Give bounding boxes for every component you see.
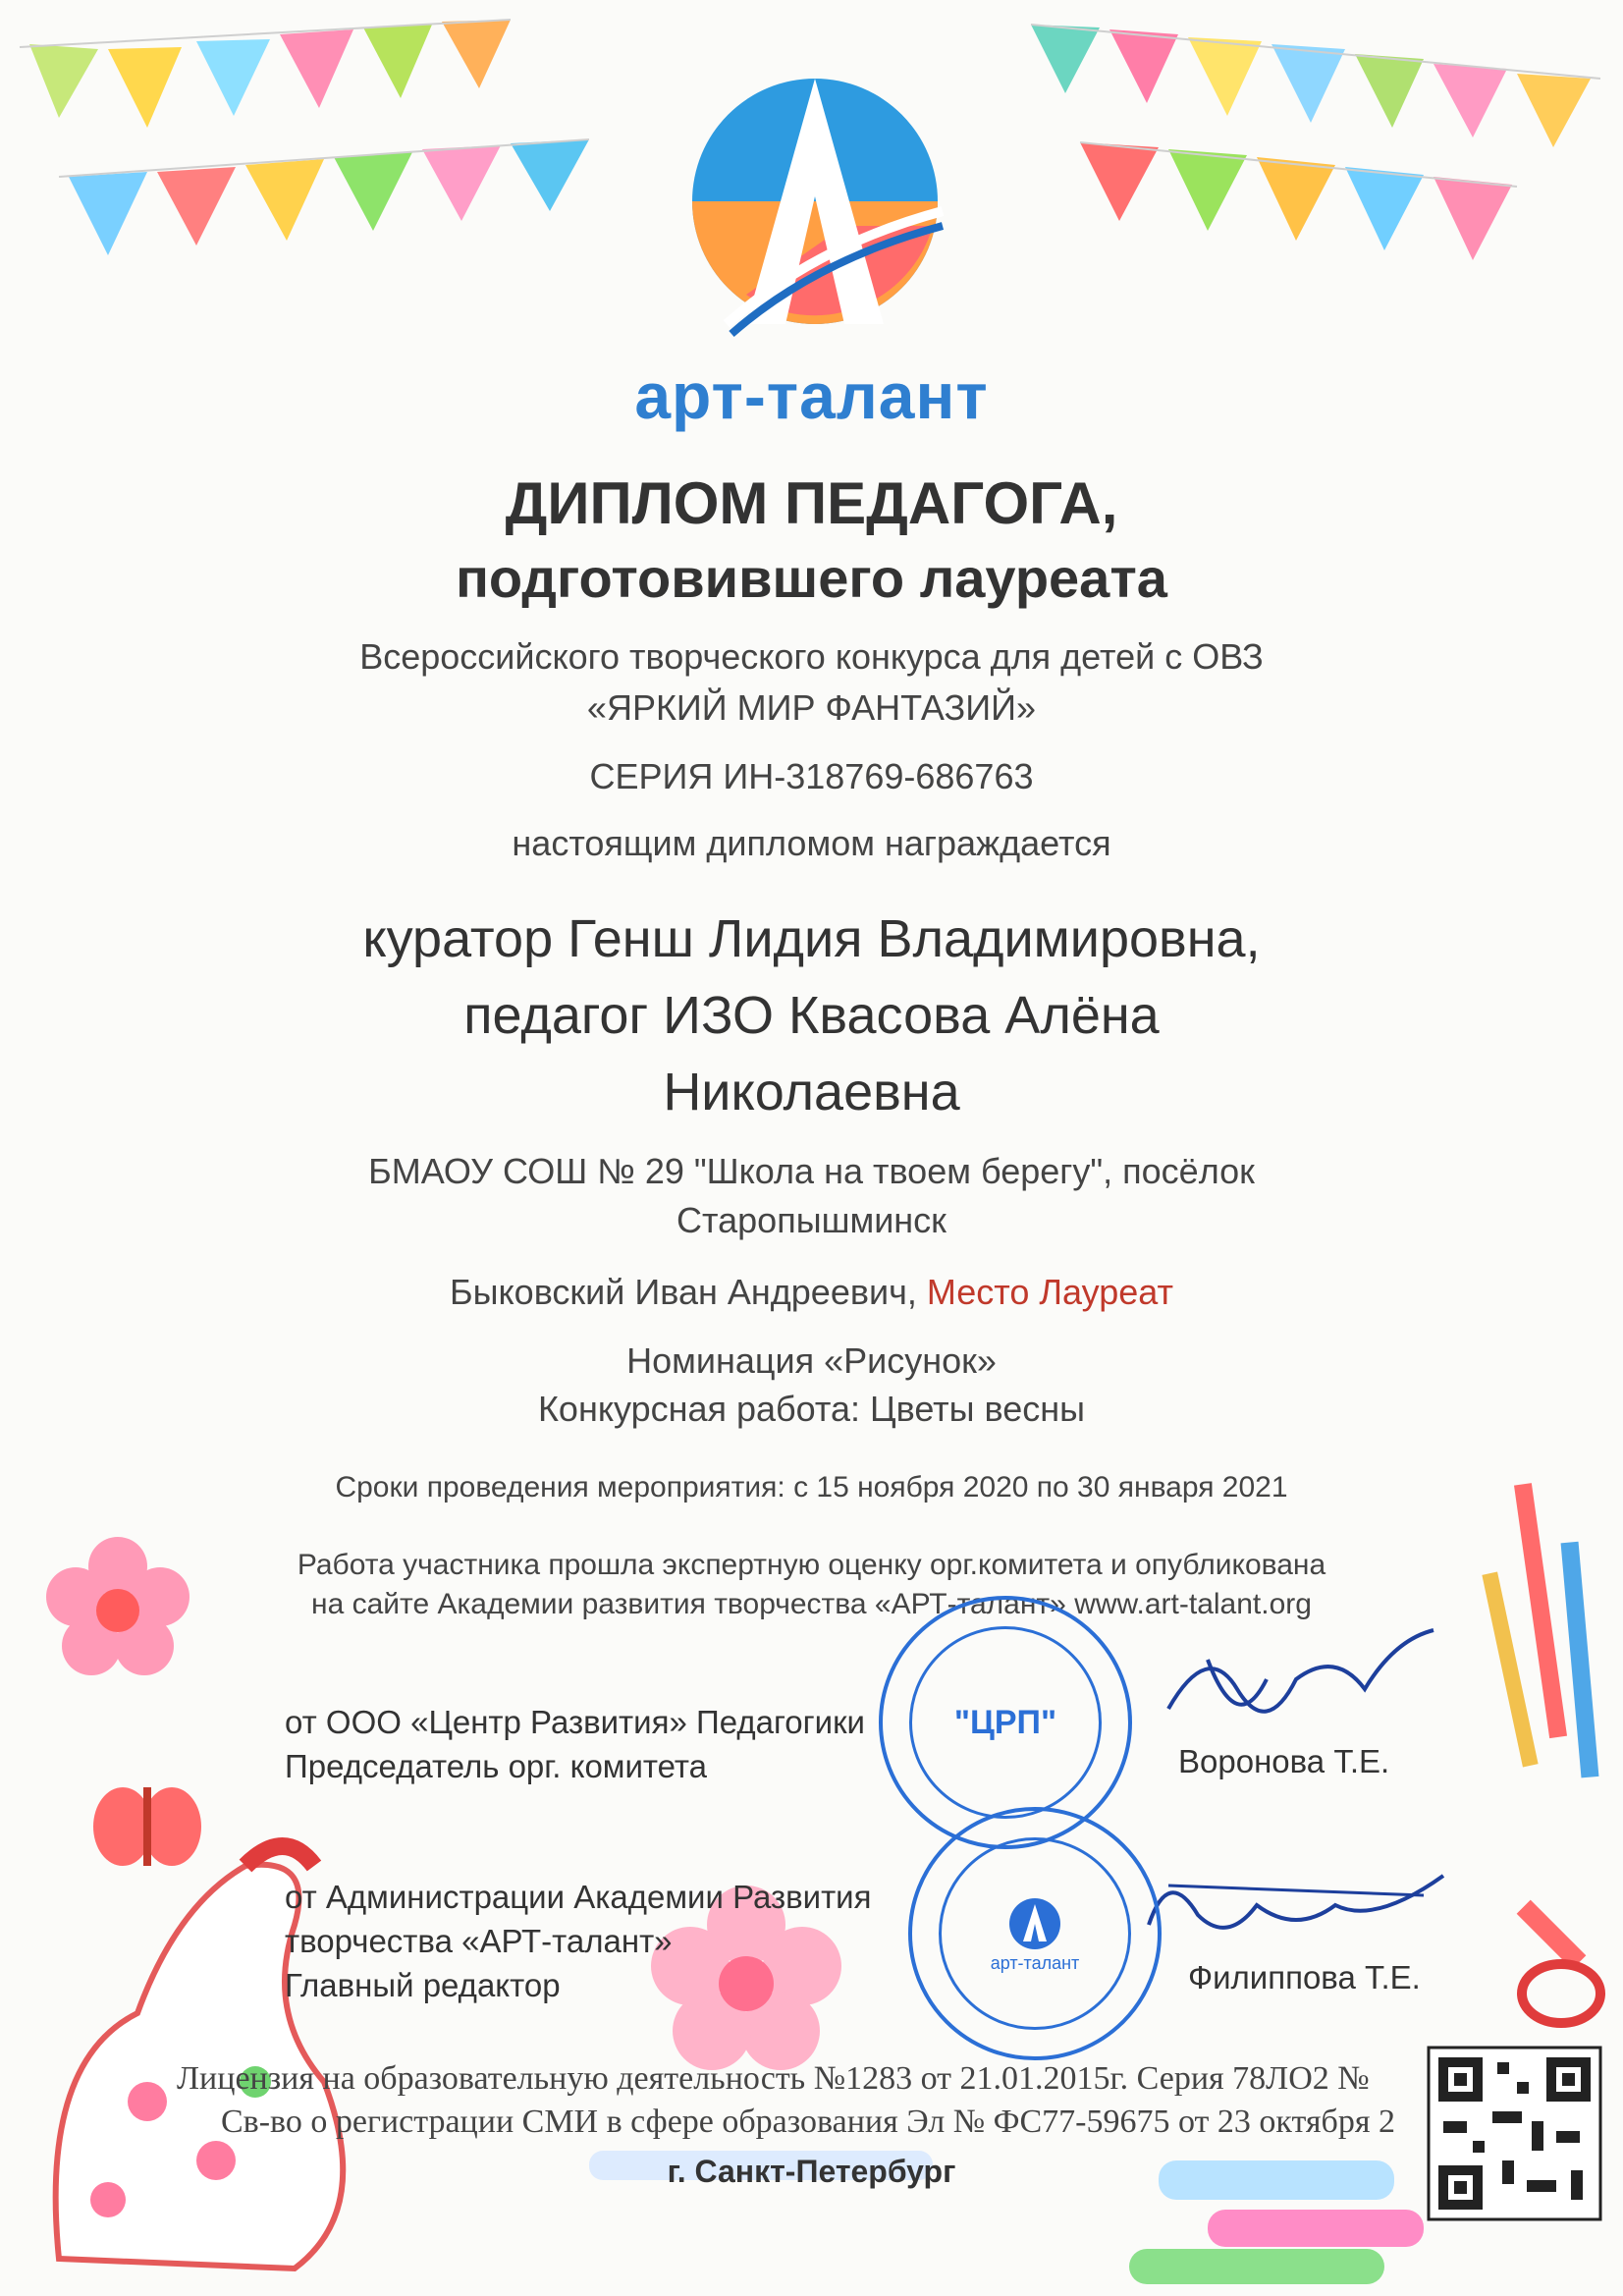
nomination: Номинация «Рисунок» (626, 1340, 997, 1381)
signatory2-org: от Администрации Академии Развития (285, 1879, 872, 1915)
contest-description: Всероссийского творческого конкурса для детей с ОВЗ (359, 636, 1264, 677)
stamp-crp-text: "ЦРП" (953, 1703, 1057, 1741)
city: г. Санкт-Петербург (667, 2154, 956, 2189)
signatory1-role: Председатель орг. комитета (285, 1748, 708, 1784)
awarded-text: настоящим дипломом награждается (512, 823, 1111, 863)
license-line-2: Св-во о регистрации СМИ в сфере образования Эл № ФС77-59675 от 23 октября 2 (221, 2104, 1395, 2140)
school-line-2: Старопышминск (676, 1200, 947, 1240)
signatory2-name: Филиппова Т.Е. (1188, 1959, 1421, 1995)
diploma-title: ДИПЛОМ ПЕДАГОГА, (505, 470, 1118, 536)
place-label: Место Лауреат (926, 1272, 1173, 1312)
school-line-1: БМАОУ СОШ № 29 "Школа на твоем берегу", посёлок (368, 1151, 1255, 1191)
stamp-art-talant (908, 1807, 1162, 2060)
recipient-line-3: Николаевна (663, 1063, 960, 1121)
brand-name: арт-талант (634, 359, 989, 432)
signatory1-name: Воронова Т.Е. (1178, 1743, 1390, 1779)
signatory2-org-line2: творчества «АРТ-талант» (285, 1923, 673, 1959)
recipient-line-2: педагог ИЗО Квасова Алёна (463, 986, 1160, 1045)
signatory2-role: Главный редактор (285, 1967, 561, 2003)
series-number: СЕРИЯ ИН-318769-686763 (589, 756, 1034, 796)
signature-voronova (1149, 1620, 1443, 1748)
competition-work: Конкурсная работа: Цветы весны (537, 1389, 1086, 1429)
student-name: Быковский Иван Андреевич, (450, 1272, 917, 1312)
event-dates: Сроки проведения мероприятия: с 15 ноября 2020 по 30 января 2021 (335, 1471, 1288, 1503)
stamp-art-talant-text: арт-талант (990, 1952, 1080, 1973)
review-line-1: Работа участника прошла экспертную оценку орг.комитета и опубликована (297, 1549, 1326, 1581)
review-line-2: на сайте Академии развития творчества «АРТ-талант» www.art-talant.org (311, 1588, 1312, 1620)
art-talant-logo (692, 79, 943, 334)
student-and-place (0, 1272, 1623, 1313)
contest-name: «ЯРКИЙ МИР ФАНТАЗИЙ» (586, 687, 1037, 728)
stamp-logo-icon (1005, 1894, 1064, 1953)
recipient-line-1: куратор Генш Лидия Владимировна, (362, 909, 1261, 968)
diploma-subtitle: подготовившего лауреата (456, 547, 1167, 609)
signature-filippova (1129, 1856, 1453, 1964)
qr-code (1429, 2048, 1600, 2219)
signatory1-org: от ООО «Центр Развития» Педагогики (285, 1704, 865, 1740)
license-line-1: Лицензия на образовательную деятельность №1283 от 21.01.2015г. Серия 78ЛО2 № (177, 2060, 1370, 2097)
